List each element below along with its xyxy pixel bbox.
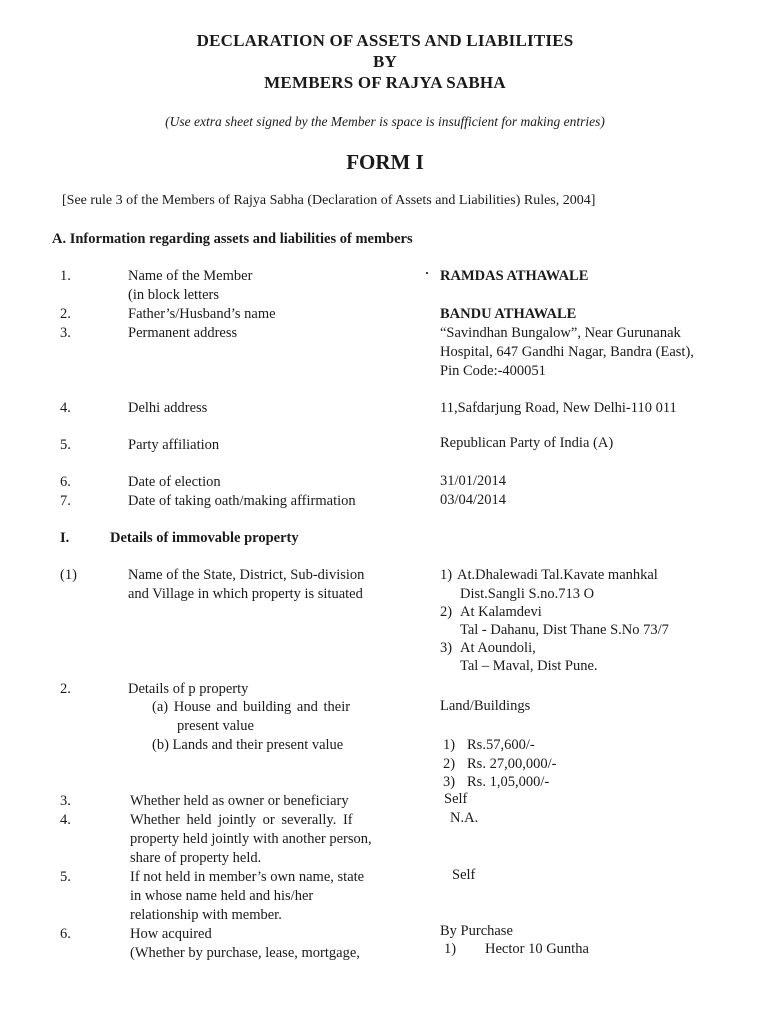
instruction-note: (Use extra sheet signed by the Member is space is insufficient for making entries) — [165, 114, 605, 129]
lands-value-label: (b) Lands and their present value — [152, 737, 344, 753]
name-held-label-line-3: relationship with member. — [130, 907, 282, 923]
item-number: 4. — [60, 400, 71, 416]
land-value-number: 3) — [443, 774, 456, 790]
permanent-address-label: Permanent address — [128, 325, 238, 341]
member-name-label-note: (in block letters — [128, 287, 220, 303]
location-entry-2-line-2: Tal - Dahanu, Dist Thane S.No 73/7 — [460, 622, 669, 638]
title-line-3: MEMBERS OF RAJYA SABHA — [264, 73, 506, 92]
oath-date-label: Date of taking oath/making affirmation — [128, 493, 356, 509]
house-building-value: Land/Buildings — [440, 698, 531, 714]
location-entry-3-line-2: Tal – Maval, Dist Pune. — [460, 658, 598, 674]
father-name-label: Father’s/Husband’s name — [128, 306, 276, 322]
title-line-2: BY — [372, 52, 398, 71]
item-number: 3. — [60, 793, 71, 809]
location-entry-3-line-1: At Aoundoli, — [460, 640, 536, 656]
joint-holding-value: N.A. — [450, 810, 479, 826]
property-location-label-line-1: Name of the State, District, Sub-division — [128, 567, 365, 583]
land-value-2: Rs. 27,00,000/- — [467, 756, 557, 772]
how-acquired-value: By Purchase — [440, 923, 513, 939]
rule-reference: [See rule 3 of the Members of Rajya Sabha (Declaration of Assets and Liabilities) Rules, 2004] — [62, 193, 596, 208]
election-date-label: Date of election — [128, 474, 221, 490]
item-number: 2. — [60, 681, 71, 697]
owner-beneficiary-value: Self — [444, 791, 468, 807]
permanent-address-line-1: “Savindhan Bungalow”, Near Gurunanak — [440, 325, 681, 341]
title-line-1: DECLARATION OF ASSETS AND LIABILITIES — [196, 31, 574, 50]
delhi-address-label: Delhi address — [128, 400, 208, 416]
father-name-value: BANDU ATHAWALE — [440, 306, 577, 322]
joint-holding-label-line-3: share of property held. — [130, 850, 262, 866]
location-entry-1-line-2: Dist.Sangli S.no.713 O — [460, 586, 595, 602]
form-title: FORM I — [346, 150, 424, 174]
election-date-value: 31/01/2014 — [440, 473, 507, 489]
land-value-number: 1) — [443, 737, 456, 753]
property-location-label-line-2: and Village in which property is situated — [128, 586, 363, 602]
item-number: 6. — [60, 474, 71, 490]
name-held-label-line-1: If not held in member’s own name, state — [130, 869, 365, 885]
joint-holding-label-line-1: Whether held jointly or severally. If — [130, 812, 353, 828]
name-held-label-line-2: in whose name held and his/her — [130, 888, 314, 904]
location-entry-2-line-1: At Kalamdevi — [460, 604, 542, 620]
delhi-address-value: 11,Safdarjung Road, New Delhi-110 011 — [440, 400, 677, 416]
how-acquired-label-line-2: (Whether by purchase, lease, mortgage, — [130, 945, 360, 961]
item-number: 5. — [60, 437, 71, 453]
land-value-number: 2) — [443, 756, 456, 772]
house-building-label-line-1: (a) House and building and their — [152, 699, 351, 715]
party-affiliation-value: Republican Party of India (A) — [440, 435, 614, 451]
acquired-entry-number: 1) — [444, 941, 457, 957]
how-acquired-label-line-1: How acquired — [130, 926, 212, 942]
house-building-label-line-2: present value — [177, 718, 254, 734]
location-entry-number: 3) — [440, 640, 453, 656]
item-number: 6. — [60, 926, 71, 942]
section-a-heading: A. Information regarding assets and liabilities of members — [52, 231, 413, 247]
item-number: 4. — [60, 812, 71, 828]
party-affiliation-label: Party affiliation — [128, 437, 220, 453]
land-value-1: Rs.57,600/- — [467, 737, 535, 753]
member-name-value: RAMDAS ATHAWALE — [440, 268, 589, 284]
property-details-label: Details of p property — [128, 681, 249, 697]
acquired-entry-1: Hector 10 Guntha — [485, 941, 589, 957]
section-1-number: I. — [60, 530, 70, 546]
owner-beneficiary-label: Whether held as owner or beneficiary — [130, 793, 349, 809]
permanent-address-line-3: Pin Code:-400051 — [440, 363, 546, 379]
land-value-3: Rs. 1,05,000/- — [467, 774, 550, 790]
member-name-label: Name of the Member — [128, 268, 253, 284]
item-number: 1. — [60, 268, 71, 284]
permanent-address-line-2: Hospital, 647 Gandhi Nagar, Bandra (East), — [440, 344, 694, 360]
item-number: 2. — [60, 306, 71, 322]
name-held-value: Self — [452, 867, 476, 883]
item-number: 3. — [60, 325, 71, 341]
location-entry-1-line-1: At.Dhalewadi Tal.Kavate manhkal — [457, 567, 658, 583]
item-number: (1) — [60, 567, 77, 583]
scan-mark — [426, 272, 428, 274]
section-1-heading: Details of immovable property — [110, 530, 299, 546]
item-number: 5. — [60, 869, 71, 885]
oath-date-value: 03/04/2014 — [440, 492, 507, 508]
joint-holding-label-line-2: property held jointly with another person, — [130, 831, 372, 847]
location-entry-number: 2) — [440, 604, 453, 620]
item-number: 7. — [60, 493, 71, 509]
location-entry-number: 1) — [440, 567, 453, 583]
